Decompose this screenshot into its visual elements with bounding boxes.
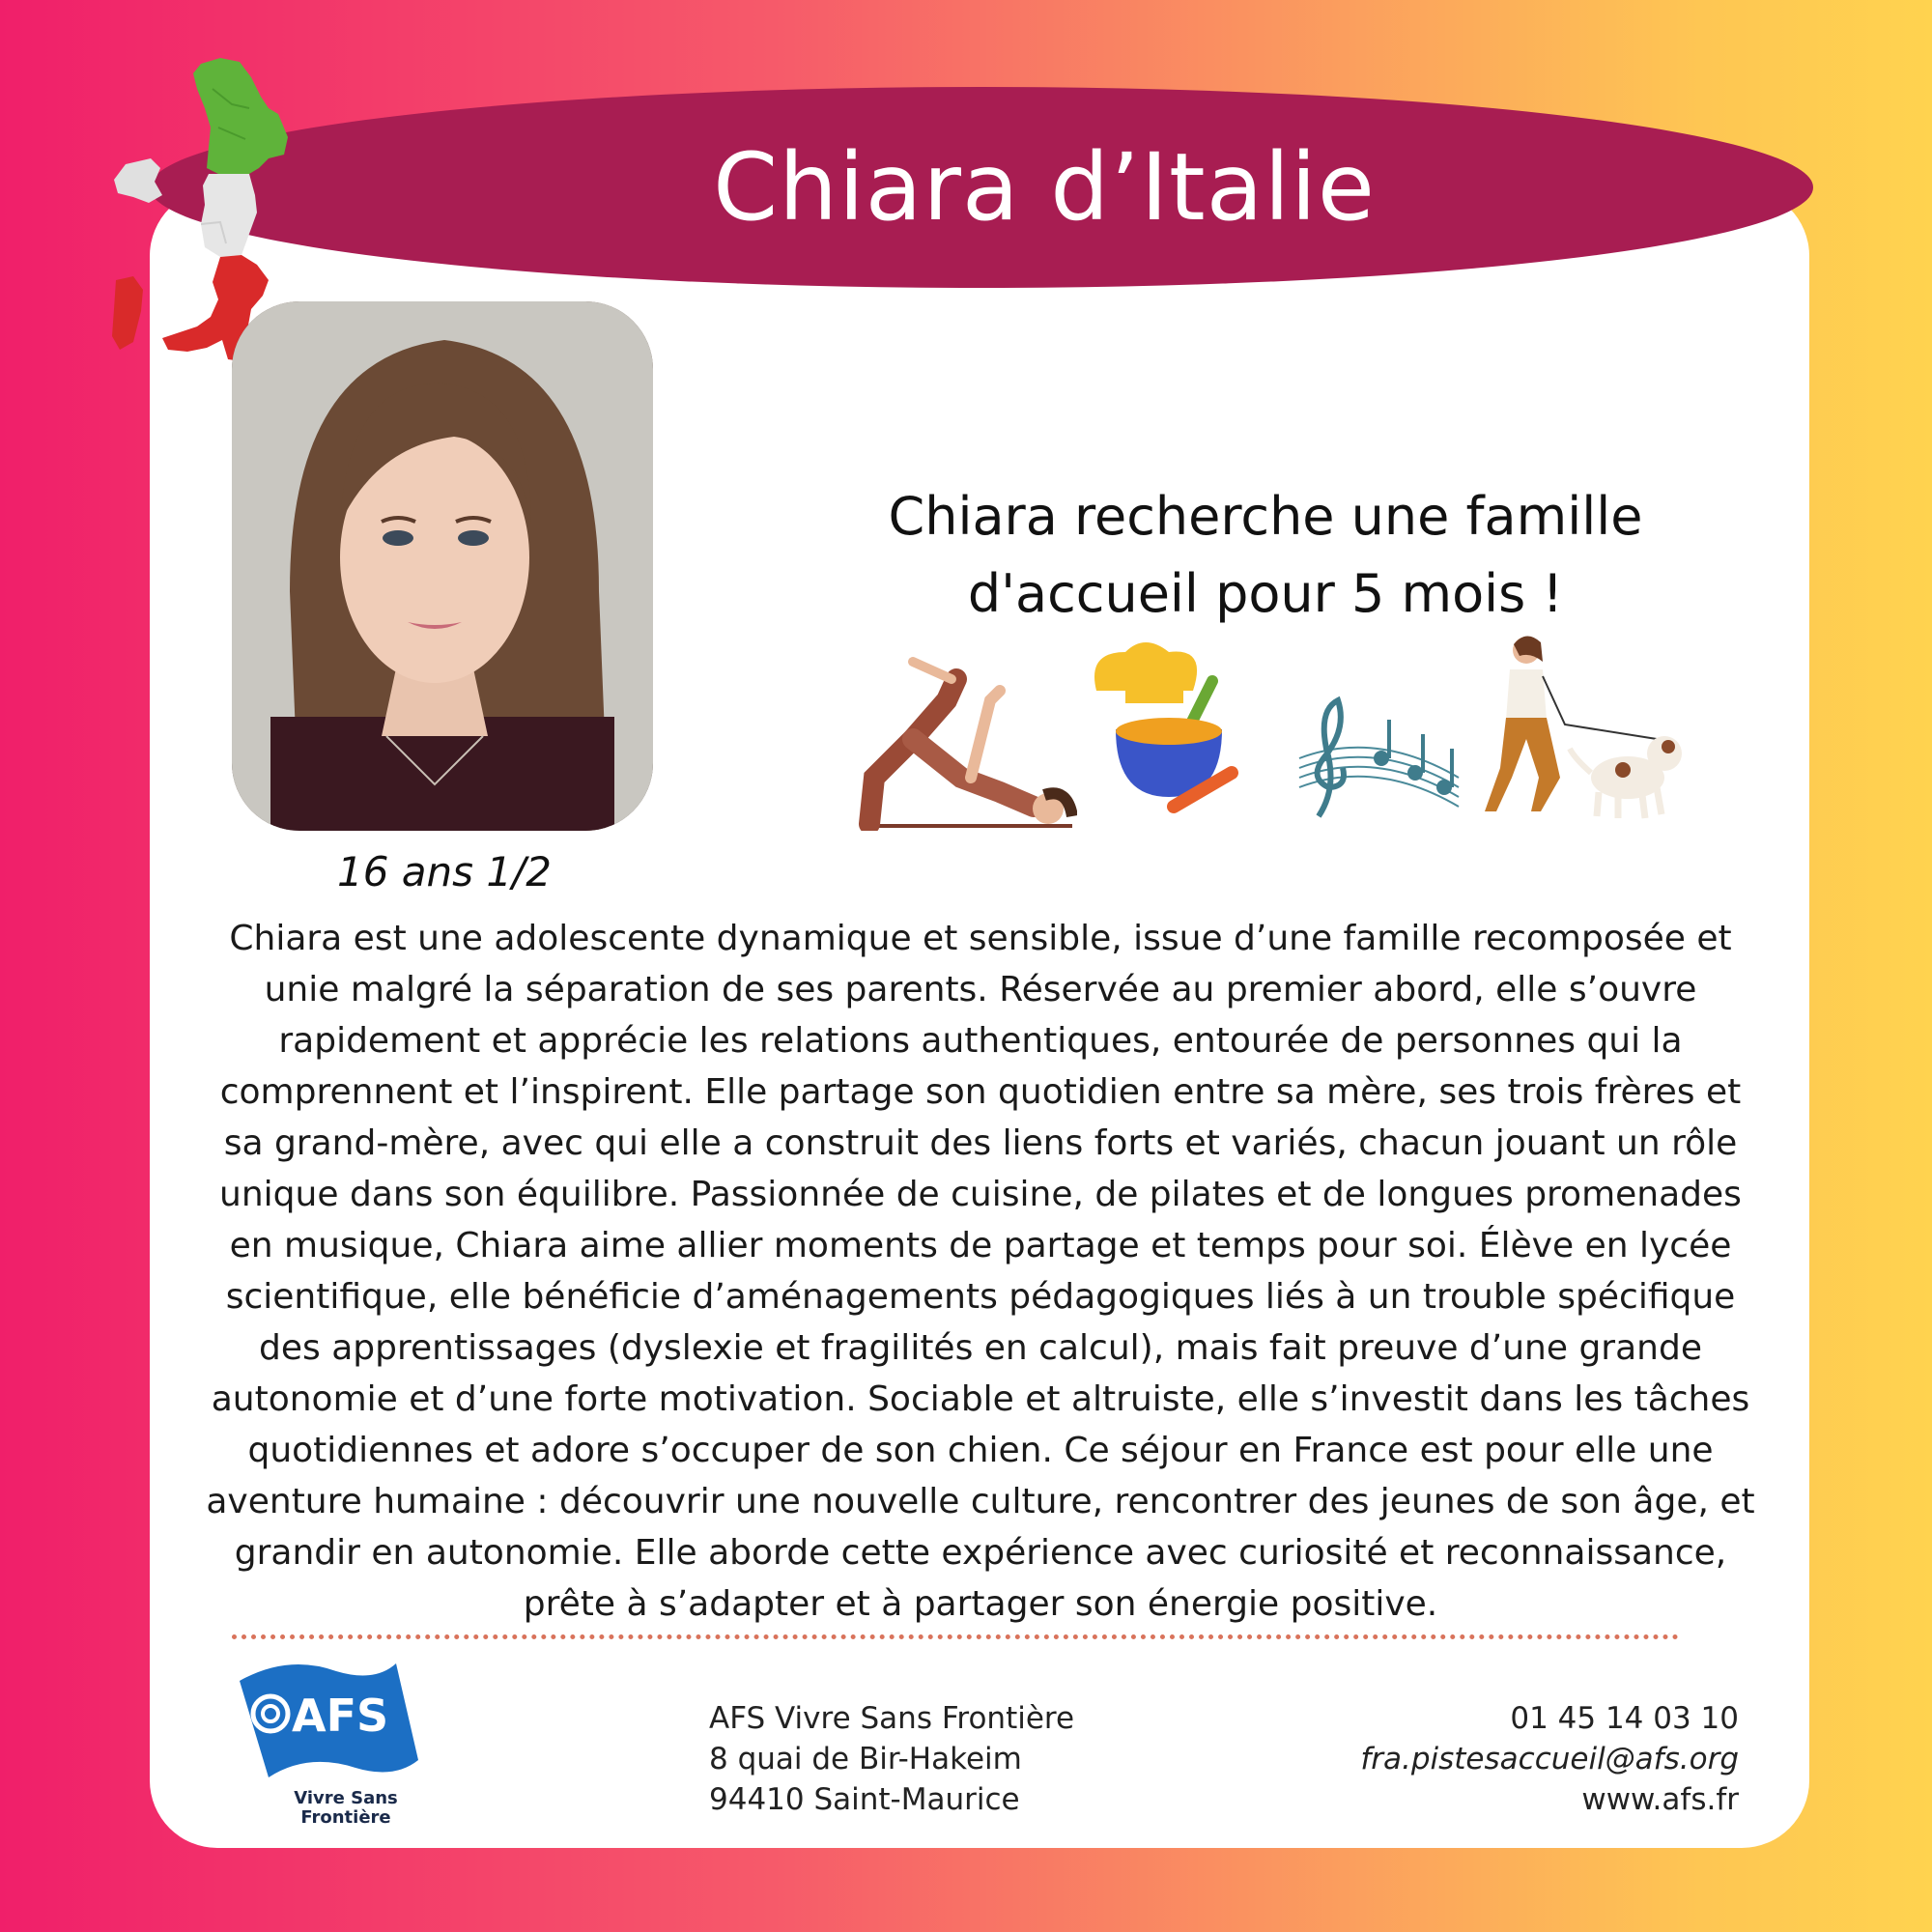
org-name: AFS Vivre Sans Frontière xyxy=(709,1701,1075,1736)
headline-line-1: Chiara recherche une famille xyxy=(888,486,1643,547)
footer-address xyxy=(709,1698,1250,1820)
profile-description: Chiara est une adolescente dynamique et sensible, issue d’une famille recomposée et unie malgré la séparation de ses parents. Réservée au premier abord, elle s’ouvre rapidement et apprécie les relations authentiques, entourée de personnes qui la comprennent et l’inspirent. Elle partage son quotidien entre sa mère, ses trois frères et sa grand-mère, avec qui elle a construit des liens forts et variés, chacun jouant un rôle unique dans son équilibre. Passionnée de cuisine, de pilates et de longues promenades en musique, Chiara aime allier moments de partage et temps pour soi. Élève en lycée scientifique, elle bénéficie d’aménagements pédagogiques liés à un trouble spécifique des apprentissages (dyslexie et fragilités en calcul), mais fait preuve d’une grande autonomie et d’une forte motivation. Sociable et altruiste, elle s’investit dans les tâches quotidiennes et adore s’occuper de son chien. Ce séjour en France est pour elle une aventure humaine : découvrir une nouvelle culture, rencontrer des jeunes de son âge, et grandir en autonomie. Elle aborde cette expérience avec curiosité et reconnaissance, prête à s’adapter et à partager son énergie positive. xyxy=(206,919,1755,1624)
website-link[interactable]: www.afs.fr xyxy=(1581,1782,1739,1817)
cooking-icon xyxy=(1077,633,1241,831)
phone-number: 01 45 14 03 10 xyxy=(1510,1701,1739,1736)
age-label: 16 ans 1/2 xyxy=(337,848,552,895)
profile-photo xyxy=(232,301,653,831)
svg-text:Frontière: Frontière xyxy=(300,1807,391,1828)
afs-logo xyxy=(230,1654,423,1828)
afs-logo-wordmark: AFS xyxy=(292,1690,389,1742)
svg-text:Vivre Sans: Vivre Sans xyxy=(294,1788,398,1808)
footer-contact xyxy=(1256,1698,1739,1820)
page-title: Chiara d’Italie xyxy=(713,133,1376,242)
music-icon xyxy=(1290,633,1463,831)
hobbies-row xyxy=(855,633,1695,831)
footer-divider xyxy=(232,1634,1679,1639)
email-link[interactable]: fra.pistesaccueil@afs.org xyxy=(1360,1742,1739,1776)
dog-walking-icon xyxy=(1483,633,1695,831)
pilates-icon xyxy=(855,633,1077,831)
headline xyxy=(802,478,1729,633)
city-address: 94410 Saint-Maurice xyxy=(709,1782,1020,1817)
headline-line-2: d'accueil pour 5 mois ! xyxy=(967,563,1564,624)
portrait-image xyxy=(232,301,653,831)
street-address: 8 quai de Bir-Hakeim xyxy=(709,1742,1022,1776)
